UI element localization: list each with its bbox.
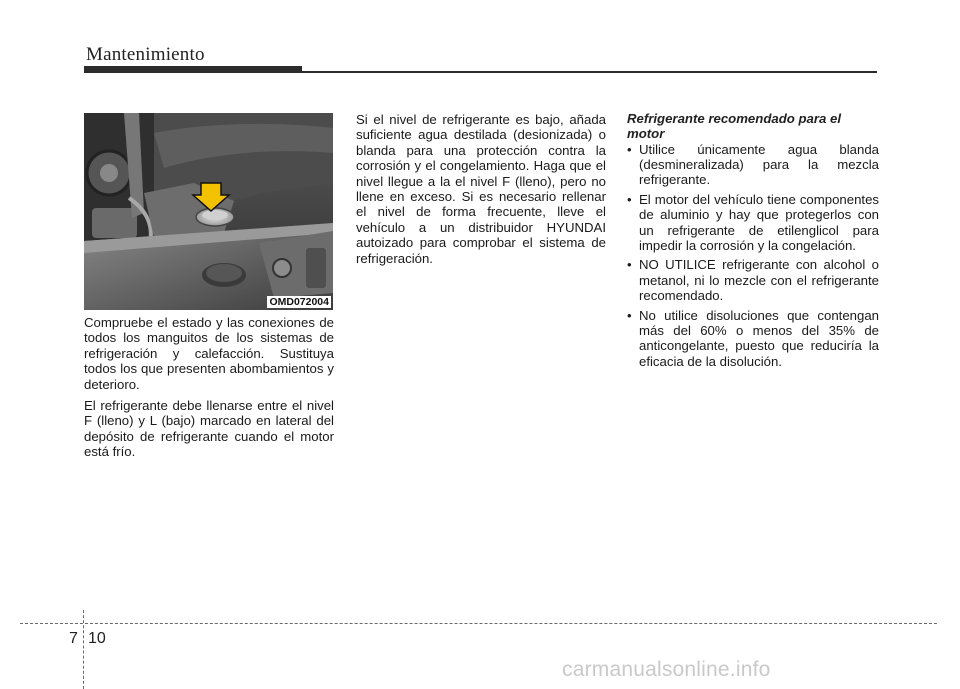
footer-divider (83, 610, 84, 689)
column-2 (356, 112, 606, 272)
page-number: 10 (88, 630, 106, 647)
list-item: • NO UTILICE refrigerante con alcohol o metanol, ni lo mezcle con el refrigerante recomendado. (627, 257, 879, 303)
header-bar-thin (302, 71, 877, 73)
list-item: • No utilice disoluciones que contengan más del 60% o menos del 35% de anticongelante, puesto que reduciría la eficacia de la disolución. (627, 308, 879, 370)
watermark: carmanualsonline.info (562, 658, 771, 681)
header-title: Mantenimiento (86, 44, 205, 65)
header-bar-thick (84, 66, 302, 73)
list-item: • El motor del vehículo tiene componentes de aluminio y hay que protegerlos con un refrigerante de etilenglicol para impedir la corrosión y la congelación. (627, 192, 879, 254)
footer-rule (20, 623, 937, 624)
paragraph-fill-level: El refrigerante debe llenarse entre el nivel F (lleno) y L (bajo) marcado en lateral del depósito de refrigerante cuando el motor está frío. (84, 398, 334, 460)
chapter-number: 7 (69, 630, 78, 647)
paragraph-hoses: Compruebe el estado y las conexiones de todos los manguitos de los sistemas de refrigeración y calefacción. Sustituya todos los que presenten abombamientos y deterioro. (84, 315, 334, 392)
figure-code: OMD072004 (269, 296, 329, 308)
engine-photo (84, 113, 333, 310)
column-1 (84, 315, 334, 466)
engine-bay-illustration (84, 113, 333, 310)
section-heading: Refrigerante recomendado para el motor (627, 111, 842, 141)
list-item: • Utilice únicamente agua blanda (desmineralizada) para la mezcla refrigerante. (627, 142, 879, 188)
column-3 (627, 112, 879, 373)
bullet-list (627, 142, 879, 370)
paragraph-low-level: Si el nivel de refrigerante es bajo, añada suficiente agua destilada (desionizada) o blanda para una protección contra la corrosión y el congelamiento. Haga que el nivel llegue a la el nivel F (lleno), pero no llene en exceso. Si es necesario rellenar el nivel de forma frecuente, lleve el vehículo a un distribuidor HYUNDAI autoizado para comprobar el sistema de refrigeración. (356, 112, 606, 266)
